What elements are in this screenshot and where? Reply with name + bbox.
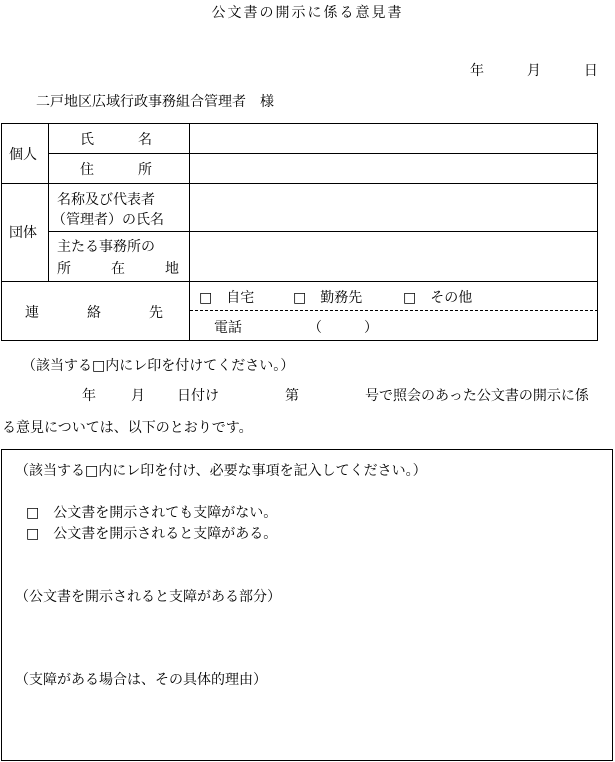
address-label: 住 所 [80, 162, 152, 178]
month-label: 月 [526, 63, 541, 79]
org-name-label-line1: 名称及び代表者 [57, 192, 155, 208]
page-title: 公文書の開示に係る意見書 [211, 5, 404, 21]
opinion-option-no-problem[interactable]: □ 公文書を開示されても支障がない。 [26, 505, 278, 521]
contact-label: 連 絡 先 [25, 305, 163, 321]
org-name-field[interactable] [191, 184, 596, 230]
org-name-label-line2: （管理者）の氏名 [52, 212, 164, 228]
organization-label: 団体 [9, 225, 37, 241]
day-label: 日 [583, 63, 598, 79]
problem-parts-heading: （公文書を開示されると支障がある部分） [15, 589, 281, 605]
name-field[interactable] [191, 124, 596, 152]
office-label-line2: 所 在 地 [57, 261, 179, 277]
opinion-option-has-problem[interactable]: □ 公文書を開示されると支障がある。 [26, 526, 278, 542]
contact-option-other[interactable]: □ その他 [403, 290, 473, 306]
reference-line-1: 年 月 日付け 第 号で照会のあった公文書の開示に係 [82, 388, 589, 404]
office-label-line1: 主たる事務所の [57, 239, 155, 255]
address-field[interactable] [191, 154, 596, 182]
contact-option-work[interactable]: □ 勤務先 [293, 290, 363, 306]
phone-field[interactable]: （ ） [308, 320, 378, 336]
phone-label: 電話 [214, 320, 242, 336]
year-label: 年 [470, 63, 484, 79]
individual-label: 個人 [9, 147, 37, 163]
reference-line-2: る意見については、以下のとおりです。 [2, 420, 253, 436]
date-line [470, 60, 598, 80]
addressee: 二戸地区広域行政事務組合管理者 様 [36, 94, 274, 110]
name-label: 氏 名 [80, 132, 152, 148]
problem-reason-heading: （支障がある場合は、その具体的理由） [15, 672, 267, 688]
opinion-instruction: （該当する□内にレ印を付け、必要な事項を記入してください。） [15, 463, 427, 479]
office-field[interactable] [191, 232, 596, 280]
check-note: （該当する□内にレ印を付けてください。） [22, 358, 295, 374]
contact-option-home[interactable]: □ 自宅 [199, 290, 255, 306]
